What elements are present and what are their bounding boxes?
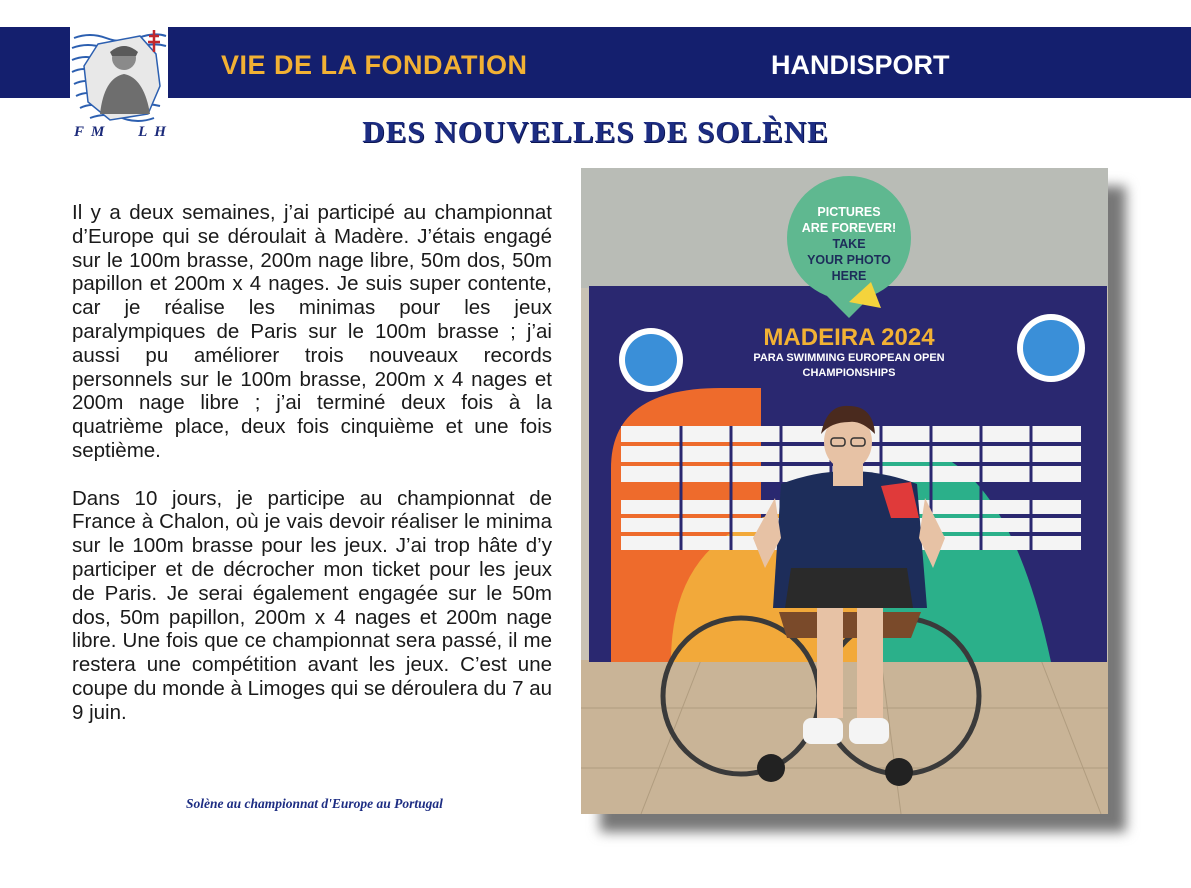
photo-sign-line: TAKE — [832, 237, 866, 251]
photo-subline-2: CHAMPIONSHIPS — [802, 367, 896, 379]
article-title: DES NOUVELLES DE SOLÈNE — [362, 114, 829, 149]
logo-emblem-icon — [70, 26, 168, 126]
photo-caption: Solène au championnat d'Europe au Portugal — [186, 796, 443, 811]
photo-sign-text — [787, 204, 911, 284]
logo-initial-m: M — [90, 124, 105, 140]
header-banner — [0, 27, 1191, 98]
article-body — [72, 201, 552, 748]
logo-initial-f: F — [74, 124, 85, 140]
photo-sign-line: PICTURES — [817, 205, 881, 219]
article-paragraph: Il y a deux semaines, j’ai participé au championnat d’Europe qui se déroulait à Madère. J’étais engagé sur le 100m brasse, 200m nage libre, 50m dos, 50m papillon et 200m x 4 nages. Je suis super contente, car je réalise les minimas pour les jeux paralympiques de Paris sur le 100m brasse ; j’ai aussi pu améliorer trois nouveaux records personnels sur le 100m brasse, 200m x 4 nages et 200m nage libre ; j’ai terminé deux fois à la quatrième place, deux fois cinquième et une fois septième. — [72, 201, 552, 462]
article-photo — [581, 168, 1108, 814]
article-paragraph: Dans 10 jours, je participe au championnat de France à Chalon, où je vais devoir réaliser le minima sur le 100m brasse pour les jeux. J’ai trop hâte d’y participer et de décrocher mon ticket pour les jeux de Paris. Je serai également engagée sur le 50m dos, 50m papillon, 200m x 4 nages et 200m nage libre. Une fois que ce championnat sera passé, il me restera une compétition avant les jeux. C’est une coupe du monde à Limoges qui se déroulera du 7 au 9 juin. — [72, 486, 552, 724]
photo-subline-1: PARA SWIMMING EUROPEAN OPEN — [753, 352, 945, 364]
section-label-right: HANDISPORT — [771, 50, 950, 80]
section-label-left: VIE DE LA FONDATION — [221, 50, 528, 80]
photo-headline: MADEIRA 2024 — [763, 324, 935, 351]
logo-initial-l: L — [138, 124, 148, 140]
photo-sign-line: HERE — [831, 269, 867, 283]
photo-sign-line: YOUR PHOTO — [807, 253, 891, 267]
logo-initial-h: H — [154, 124, 166, 140]
photo-sign-line: ARE FOREVER! — [801, 221, 897, 235]
